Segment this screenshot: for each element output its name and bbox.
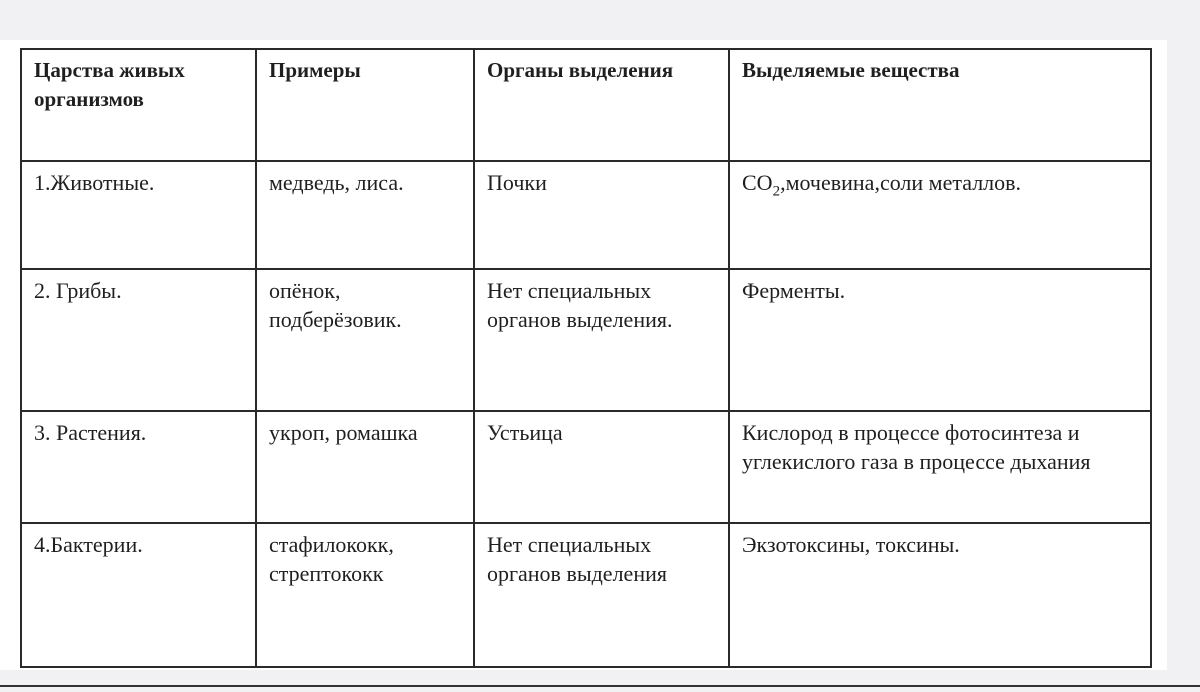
kingdom-cell: 4.Бактерии. (21, 523, 256, 667)
table-row (21, 161, 1151, 269)
substances-cell: Экзотоксины, токсины. (729, 523, 1151, 667)
table-header-row (21, 49, 1151, 161)
table-row (21, 411, 1151, 523)
formula-subscript: 2 (772, 183, 781, 200)
examples-cell: стафилококк, стрептококк (256, 523, 474, 667)
examples-cell: опёнок, подберёзовик. (256, 269, 474, 411)
bottom-divider (0, 685, 1200, 687)
organs-cell: Устьица (474, 411, 729, 523)
organs-cell: Почки (474, 161, 729, 269)
substances-cell (729, 161, 1151, 269)
header-examples: Примеры (256, 49, 474, 161)
examples-cell: укроп, ромашка (256, 411, 474, 523)
substances-text: ,мочевина,соли металлов. (780, 170, 1022, 195)
organs-cell: Нет специальных органов выделения (474, 523, 729, 667)
kingdoms-table (20, 48, 1152, 668)
substances-cell: Ферменты. (729, 269, 1151, 411)
table-row (21, 269, 1151, 411)
table-row (21, 523, 1151, 667)
substances-cell: Кислород в процессе фотосинтеза и углекислого газа в процессе дыхания (729, 411, 1151, 523)
header-kingdoms: Царства живых организмов (21, 49, 256, 161)
formula-text: CO (742, 170, 773, 195)
kingdom-cell: 3. Растения. (21, 411, 256, 523)
organs-cell: Нет специальных органов выделения. (474, 269, 729, 411)
examples-cell: медведь, лиса. (256, 161, 474, 269)
kingdom-cell: 2. Грибы. (21, 269, 256, 411)
header-organs: Органы выделения (474, 49, 729, 161)
kingdom-cell: 1.Животные. (21, 161, 256, 269)
header-substances: Выделяемые вещества (729, 49, 1151, 161)
